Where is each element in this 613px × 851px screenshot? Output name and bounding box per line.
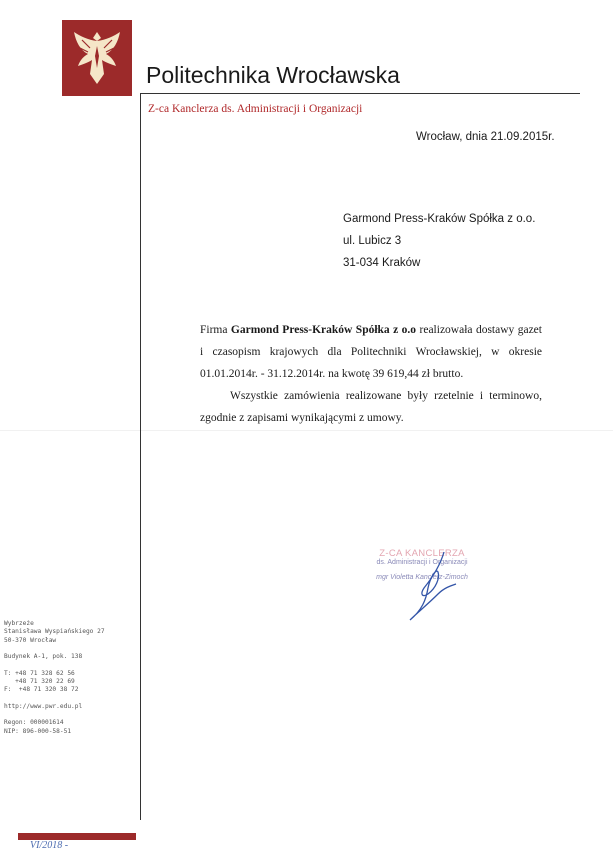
- body-p1-suffix: realizowała dostawy gazet i czasopism krajowych dla Politechniki Wrocławskiej, w okresie 01.01.2014r. - 31.12.2014r. na kwotę 39 619,44 zł brutto.: [200, 324, 542, 380]
- date-line: Wrocław, dnia 21.09.2015r.: [416, 131, 555, 143]
- contact-regon: Regon: 000001614: [4, 719, 64, 727]
- body-p1-prefix: Firma: [200, 324, 231, 336]
- letter-body: [200, 319, 542, 429]
- contact-website: http://www.pwr.edu.pl: [4, 702, 83, 710]
- body-company-name: Garmond Press-Kraków Spółka z o.o: [230, 324, 417, 336]
- contact-fax: F: +48 71 320 38 72: [4, 686, 79, 694]
- contact-phone-1: T: +48 71 328 62 56: [4, 669, 75, 677]
- contact-phone-2: +48 71 320 22 69: [4, 678, 75, 686]
- contact-address-line-1: Wybrzeże: [4, 620, 34, 627]
- body-paragraph-2: Wszystkie zamówienia realizowane były rzetelnie i terminowo, zgodnie z zapisami wynikającymi z umowy.: [200, 390, 542, 424]
- university-name: Politechnika Wrocławska: [146, 62, 400, 88]
- contact-building: Budynek A-1, pok. 138: [4, 653, 83, 661]
- stamp-title: Z-CA KANCLERZA: [379, 548, 465, 559]
- body-paragraph-1: [200, 319, 542, 385]
- stamp-signatory: mgr Violetta Kanclerz-Zimoch: [376, 574, 468, 581]
- handwritten-reference-note: VI/2018 -: [30, 840, 69, 851]
- margin-rule: [140, 93, 141, 820]
- addressee-city: 31-034 Kraków: [343, 257, 421, 269]
- stamp-department: ds. Administracji i Organizacji: [376, 559, 468, 566]
- handwritten-signature: [398, 548, 478, 628]
- footer-brand-bar: [18, 833, 136, 840]
- department-name: Z-ca Kanclerza ds. Administracji i Organizacji: [148, 103, 363, 115]
- university-logo: [62, 20, 132, 96]
- fold-line: [0, 430, 613, 431]
- contact-footer: [4, 620, 105, 736]
- contact-address-line-2: Stanisława Wyspiańskiego 27: [4, 628, 105, 636]
- addressee-name: Garmond Press-Kraków Spółka z o.o.: [343, 213, 536, 225]
- eagle-emblem-icon: [70, 28, 124, 88]
- contact-nip: NIP: 896-000-58-51: [4, 727, 72, 735]
- header-rule: [140, 93, 580, 94]
- addressee-street: ul. Lubicz 3: [343, 235, 402, 247]
- addressee-block: [343, 208, 535, 274]
- contact-address-line-3: 50-370 Wrocław: [4, 636, 57, 644]
